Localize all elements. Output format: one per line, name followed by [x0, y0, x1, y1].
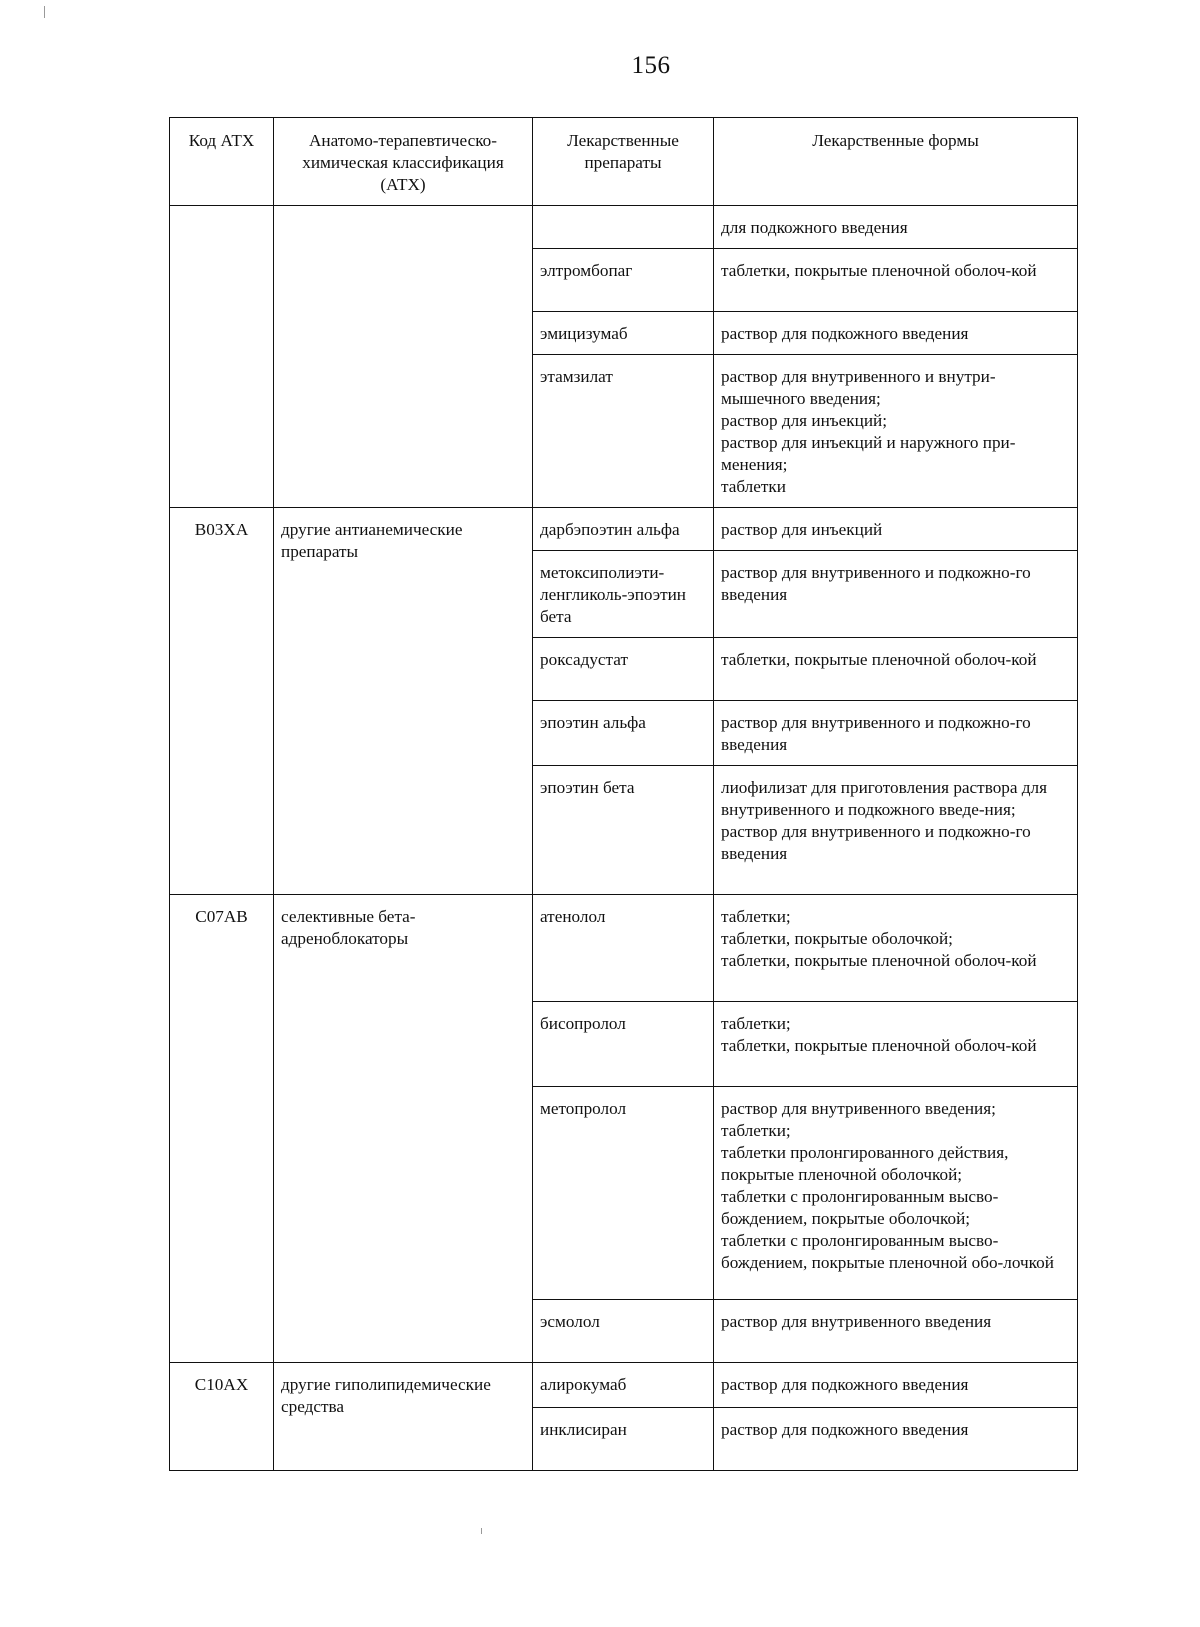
drug-name-cell: эпоэтин бета [533, 766, 714, 895]
drug-name-cell: метопролол [533, 1087, 714, 1300]
atc-code-cell: B03XA [170, 508, 274, 895]
atc-code-cell: C10AX [170, 1363, 274, 1471]
dosage-form-line: раствор для подкожного введения [721, 324, 969, 343]
header-forms: Лекарственные формы [714, 118, 1078, 206]
dosage-forms-cell [714, 1408, 1078, 1471]
dosage-form-line: раствор для внутривенного и подкожно-го введения [721, 822, 1031, 863]
header-code: Код АТХ [170, 118, 274, 206]
dosage-forms-cell [714, 1087, 1078, 1300]
scan-mark [44, 6, 45, 18]
table-row [170, 1363, 1078, 1408]
dosage-forms-cell [714, 551, 1078, 638]
drug-name-cell: инклисиран [533, 1408, 714, 1471]
page-number: 156 [631, 52, 671, 79]
header-classification: Анатомо-терапевтическо-химическая классификация (АТХ) [274, 118, 533, 206]
drug-name-cell: этамзилат [533, 355, 714, 508]
atc-code-cell: C07AB [170, 895, 274, 1363]
dosage-form-line: раствор для инъекций [721, 520, 883, 539]
scan-mark [481, 1528, 482, 1534]
table-row [170, 895, 1078, 1002]
header-drugs: Лекарственные препараты [533, 118, 714, 206]
drug-name-cell: элтромбопаг [533, 249, 714, 312]
atc-code-cell [170, 206, 274, 508]
dosage-forms-cell [714, 206, 1078, 249]
dosage-form-line: раствор для внутривенного и подкожно-го введения [721, 713, 1031, 754]
dosage-form-line: лиофилизат для приготовления раствора для внутривенного и подкожного введе-ния; [721, 778, 1048, 819]
dosage-forms-cell [714, 1363, 1078, 1408]
dosage-form-line: раствор для инъекций; [721, 411, 888, 430]
table-row [170, 508, 1078, 551]
drug-name-cell: эпоэтин альфа [533, 701, 714, 766]
dosage-form-line: таблетки пролонгированного действия, покрытые пленочной оболочкой; [721, 1143, 1009, 1184]
dosage-forms-cell [714, 1002, 1078, 1087]
drug-name-cell: алирокумаб [533, 1363, 714, 1408]
dosage-form-line: таблетки, покрытые пленочной оболоч-кой [721, 1036, 1037, 1055]
drug-name-cell: эмицизумаб [533, 312, 714, 355]
dosage-forms-cell [714, 508, 1078, 551]
drug-name-cell: роксадустат [533, 638, 714, 701]
dosage-forms-cell [714, 249, 1078, 312]
drug-name-cell [533, 206, 714, 249]
dosage-forms-cell [714, 638, 1078, 701]
dosage-forms-cell [714, 701, 1078, 766]
drug-name-cell: атенолол [533, 895, 714, 1002]
dosage-form-line: таблетки с пролонгированным высво-бождением, покрытые пленочной обо-лочкой [721, 1231, 1054, 1272]
dosage-forms-cell [714, 766, 1078, 895]
atc-classification-cell [274, 206, 533, 508]
dosage-form-line: раствор для подкожного введения [721, 1420, 969, 1439]
dosage-forms-cell [714, 355, 1078, 508]
dosage-form-line: таблетки, покрытые пленочной оболоч-кой [721, 261, 1037, 280]
dosage-form-line: раствор для внутривенного и внутри-мышечного введения; [721, 367, 996, 408]
atc-classification-cell: другие гиполипидемические средства [274, 1363, 533, 1471]
atc-classification-cell: селективные бета-адреноблокаторы [274, 895, 533, 1363]
dosage-form-line: для подкожного введения [721, 218, 908, 237]
drug-name-cell: эсмолол [533, 1300, 714, 1363]
table-row [170, 206, 1078, 249]
dosage-form-line: раствор для инъекций и наружного при-менения; [721, 433, 1016, 474]
dosage-form-line: таблетки; [721, 1121, 791, 1140]
drug-name-cell: бисопролол [533, 1002, 714, 1087]
dosage-forms-cell [714, 1300, 1078, 1363]
dosage-forms-cell [714, 895, 1078, 1002]
dosage-forms-cell [714, 312, 1078, 355]
dosage-form-line: таблетки, покрытые пленочной оболоч-кой [721, 650, 1037, 669]
dosage-form-line: таблетки с пролонгированным высво-бождением, покрытые оболочкой; [721, 1187, 999, 1228]
dosage-form-line: таблетки; [721, 907, 791, 926]
dosage-form-line: раствор для внутривенного введения [721, 1312, 992, 1331]
atc-table [169, 117, 1078, 1471]
atc-classification-cell: другие антианемические препараты [274, 508, 533, 895]
dosage-form-line: раствор для внутривенного введения; [721, 1099, 996, 1118]
table-header-row [170, 118, 1078, 206]
dosage-form-line: таблетки; [721, 1014, 791, 1033]
drug-name-cell: метоксиполиэти-ленгликоль-эпоэтин бета [533, 551, 714, 638]
table-body [170, 206, 1078, 1471]
drug-name-cell: дарбэпоэтин альфа [533, 508, 714, 551]
dosage-form-line: раствор для подкожного введения [721, 1375, 969, 1394]
dosage-form-line: таблетки, покрытые пленочной оболоч-кой [721, 951, 1037, 970]
dosage-form-line: таблетки [721, 477, 786, 496]
dosage-form-line: раствор для внутривенного и подкожно-го введения [721, 563, 1031, 604]
dosage-form-line: таблетки, покрытые оболочкой; [721, 929, 953, 948]
